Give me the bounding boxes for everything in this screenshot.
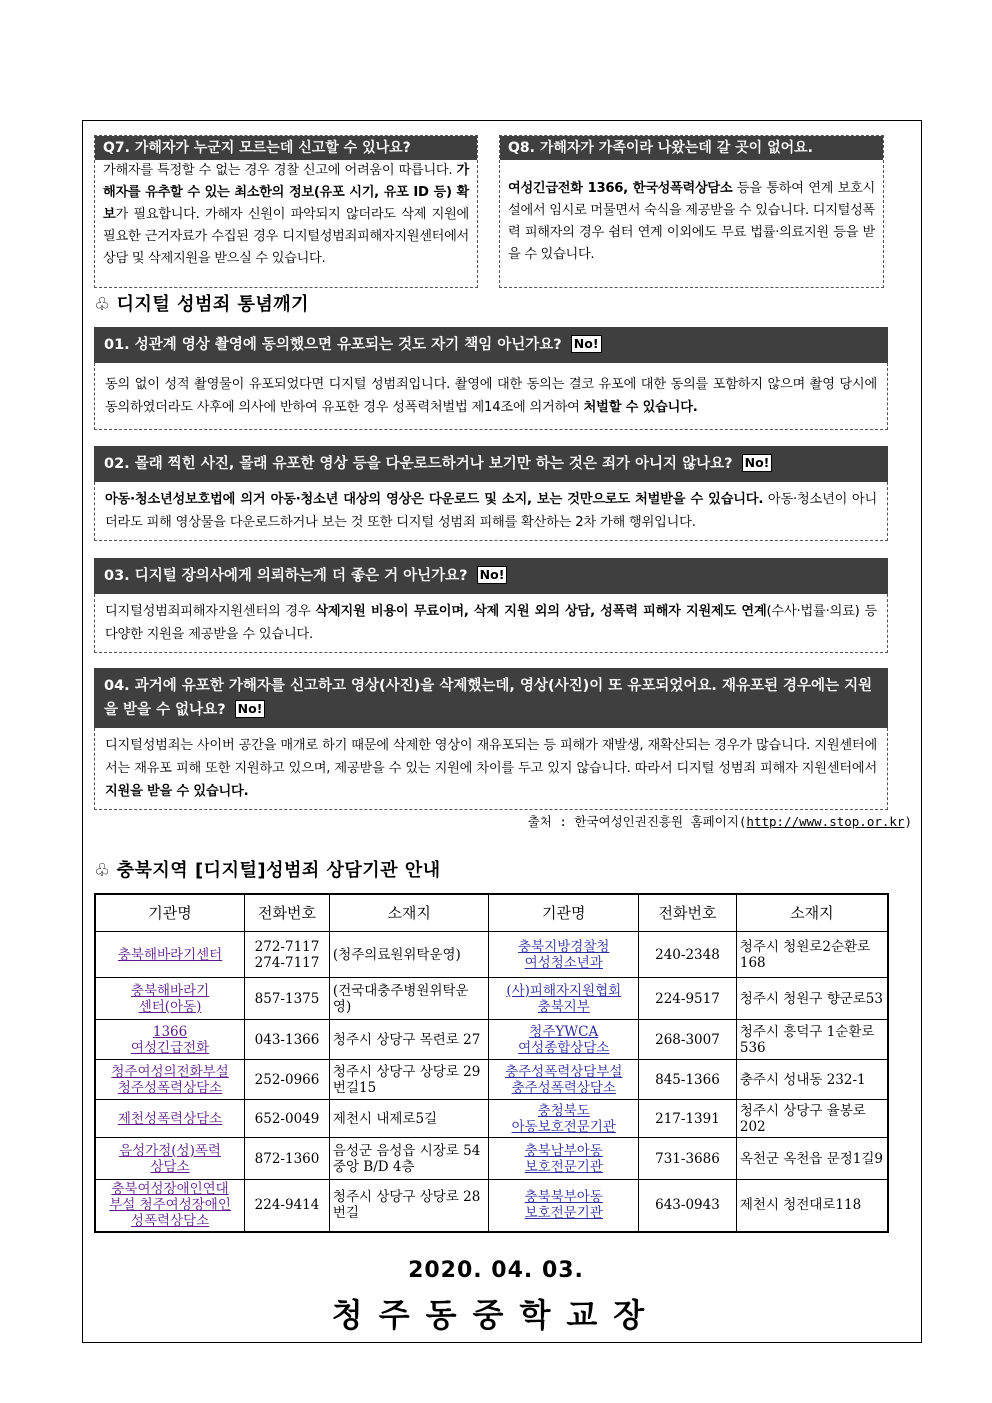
address-cell-text: 옥천군 옥천읍 문정1길9 xyxy=(739,1150,883,1167)
q7-body-text-2: 가 필요합니다. 가해자 신원이 파악되지 않더라도 삭제 지원에 필요한 근거자료가 수집된 경우 디지털성범죄피해자지원센터에서 상담 및 삭제지원을 받으실 수 있습니다. xyxy=(103,207,469,266)
myth-01-title xyxy=(94,327,888,363)
agency-name-cell xyxy=(489,1020,639,1060)
table-row xyxy=(95,1060,888,1100)
myth-03-title-text: 03. 디지털 장의사에게 의뢰하는게 더 좋은 거 아닌가요? xyxy=(104,568,468,584)
address-cell-text: (건국대충주병원위탁운영) xyxy=(332,982,469,1015)
club-icon: ♧ xyxy=(94,294,111,315)
phone-cell xyxy=(245,1060,330,1100)
address-cell-text: 청주시 상당구 상당로 28번길 xyxy=(332,1189,481,1222)
agency-link[interactable]: 청주여성의전화부설 청주성폭력상담소 xyxy=(111,1063,229,1096)
agencies-section-title-text: 충북지역 [디지털]성범죄 상담기관 안내 xyxy=(116,860,441,881)
phone-cell-text: 252-0966 xyxy=(254,1071,320,1088)
agencies-section-title xyxy=(94,856,441,882)
address-cell xyxy=(329,1138,489,1180)
q7-body xyxy=(95,160,477,270)
address-cell-text: 청주시 상당구 목련로 27 xyxy=(332,1031,481,1048)
no-badge: No! xyxy=(235,700,266,718)
myth-02-body-bold: 아동·청소년성보호법에 의거 아동·청소년 대상의 영상은 다운로드 및 소지, 보는 것만으로도 처벌받을 수 있습니다. xyxy=(105,492,764,507)
source-prefix: 출처 : 한국여성인권진흥원 홈페이지( xyxy=(527,814,747,829)
phone-cell-text: 857-1375 xyxy=(254,990,320,1007)
agency-link[interactable]: 충북여성장애인연대 부설 청주여성장애인 성폭력상담소 xyxy=(109,1181,231,1230)
address-cell-text: (청주의료원위탁운영) xyxy=(332,946,461,963)
source-link[interactable]: http://www.stop.or.kr xyxy=(746,814,905,829)
address-cell xyxy=(329,1060,489,1100)
agency-name-cell xyxy=(489,1060,639,1100)
table-row xyxy=(95,932,888,978)
table-row xyxy=(95,1100,888,1138)
myth-01-title-text: 01. 성관계 영상 촬영에 동의했으면 유포되는 것도 자기 책임 아닌가요? xyxy=(104,337,562,353)
myths-section-title-text: 디지털 성범죄 통념깨기 xyxy=(116,294,310,315)
q7-body-bold: 가해자를 유추할 수 있는 최소한의 정보(유포 시기, 유포 ID 등) 확보 xyxy=(103,163,469,222)
address-cell xyxy=(736,1060,888,1100)
agency-name-cell xyxy=(95,978,245,1020)
address-cell xyxy=(736,932,888,978)
phone-cell-text: 872-1360 xyxy=(254,1150,320,1167)
myth-02-title xyxy=(94,446,888,482)
agency-link[interactable]: 충북해바라기 센터(아동) xyxy=(130,982,210,1015)
agency-name-cell xyxy=(489,1180,639,1232)
agency-link[interactable]: 충북남부아동 보호전문기관 xyxy=(524,1142,603,1175)
table-row xyxy=(95,1020,888,1060)
q8-body-bold: 여성긴급전화 1366, 한국성폭력상담소 xyxy=(508,181,733,196)
q7-title: Q7. 가해자가 누군지 모르는데 신고할 수 있나요? xyxy=(95,136,477,160)
myth-04-title xyxy=(94,668,888,728)
no-badge: No! xyxy=(571,335,602,353)
agency-link[interactable]: 충주성폭력상담부설 충주성폭력상담소 xyxy=(505,1063,623,1096)
address-cell xyxy=(736,1020,888,1060)
phone-cell-text: 224-9414 xyxy=(254,1197,320,1214)
school-principal: 청주동중학교장 xyxy=(331,1296,661,1334)
address-cell-text: 충주시 성내동 232-1 xyxy=(739,1071,866,1088)
agency-link[interactable]: 1366 여성긴급전화 xyxy=(130,1023,210,1056)
phone-cell-text: 643-0943 xyxy=(655,1197,720,1214)
address-cell-text: 제천시 내제로5길 xyxy=(332,1110,438,1127)
myth-04-title-text: 04. 과거에 유포한 가해자를 신고하고 영상(사진)을 삭제했는데, 영상(사진)이 또 유포되었어요. 재유포된 경우에는 지원을 받을 수 없나요? xyxy=(104,678,873,718)
phone-cell-text: 731-3686 xyxy=(655,1150,720,1167)
agency-name-cell xyxy=(95,1100,245,1138)
agency-name-cell xyxy=(489,1138,639,1180)
no-badge: No! xyxy=(477,566,508,584)
myth-02-body-text: 아동·청소년이 아니더라도 피해 영상물을 다운로드하거나 보는 것 또한 디지털 성범죄 피해를 확산하는 2차 가해 행위입니다. xyxy=(105,492,877,530)
q8-body-text: 등을 통하여 연계 보호시설에서 임시로 머물면서 숙식을 제공받을 수 있습니다. 디지털성폭력 피해자의 경우 쉼터 연계 이외에도 무료 법률·의료지원 등을 받을 수 있습니다. xyxy=(508,181,875,262)
agency-name-cell xyxy=(95,1138,245,1180)
phone-cell xyxy=(639,1060,737,1100)
phone-cell-text: 272-7117 274-7117 xyxy=(254,938,320,971)
phone-cell-text: 845-1366 xyxy=(655,1071,720,1088)
phone-cell-text: 652-0049 xyxy=(254,1110,320,1127)
phone-cell xyxy=(639,1020,737,1060)
source-suffix: ) xyxy=(904,814,912,829)
myth-03-body-text-2: (수사·법률·의료) 등 다양한 지원을 제공받을 수 있습니다. xyxy=(105,604,878,642)
address-cell-text: 청주시 청원로2순환로168 xyxy=(739,938,871,971)
agencies-table xyxy=(94,893,889,1233)
address-cell xyxy=(736,1180,888,1232)
myth-03 xyxy=(94,558,888,653)
table-row xyxy=(95,1138,888,1180)
address-cell-text: 청주시 흥덕구 1순환로536 xyxy=(739,1023,875,1056)
address-cell-text: 청주시 상당구 상당로 29번길15 xyxy=(332,1063,481,1096)
address-cell xyxy=(736,1100,888,1138)
agency-link[interactable]: 음성가정(성)폭력 상담소 xyxy=(119,1142,221,1175)
phone-cell xyxy=(245,1100,330,1138)
myth-02-body xyxy=(94,482,888,541)
myth-01-body-text: 동의 없이 성적 촬영물이 유포되었다면 디지털 성범죄입니다. 촬영에 대한 동의는 결코 유포에 대한 동의를 포함하지 않으며 촬영 당시에 동의하였더라도 사후에 의사에 반하여 유포한 경우 성폭력처벌법 제14조에 의거하여 xyxy=(105,377,877,415)
myth-02 xyxy=(94,446,888,541)
address-cell-text: 청주시 상당구 율봉로 202 xyxy=(739,1102,866,1135)
column-header: 소재지 xyxy=(736,894,888,932)
agency-name-cell xyxy=(95,1060,245,1100)
agency-link[interactable]: 제천성폭력상담소 xyxy=(117,1110,223,1127)
phone-cell-text: 268-3007 xyxy=(655,1031,720,1048)
document-date: 2020. 04. 03. xyxy=(408,1258,584,1283)
phone-cell xyxy=(245,978,330,1020)
phone-cell xyxy=(639,1138,737,1180)
q7-box xyxy=(94,135,478,288)
address-cell-text: 제천시 청전대로118 xyxy=(739,1197,862,1214)
myth-01-body-bold: 처벌할 수 있습니다. xyxy=(583,400,698,415)
agency-link[interactable]: 청주YWCA 여성종합상담소 xyxy=(518,1023,610,1056)
agency-link[interactable]: 충청북도 아동보호전문기관 xyxy=(511,1102,616,1135)
no-badge: No! xyxy=(742,454,773,472)
myth-04-body-text: 디지털성범죄는 사이버 공간을 매개로 하기 때문에 삭제한 영상이 재유포되는 등 피해가 재발생, 재확산되는 경우가 많습니다. 지원센터에서는 재유포 피해 또한 지원하고 있으며, 제공받을 수 있는 지원에 차이를 두고 있지 않습니다. 따라서 디지털 성범죄 피해자 지원센터에서 xyxy=(105,738,877,776)
source-line xyxy=(0,812,912,830)
myth-04 xyxy=(94,668,888,810)
agency-name-cell xyxy=(95,1020,245,1060)
address-cell xyxy=(736,978,888,1020)
myth-03-body xyxy=(94,594,888,653)
address-cell xyxy=(329,1100,489,1138)
table-row xyxy=(95,1180,888,1232)
table-row xyxy=(95,978,888,1020)
myths-section-title xyxy=(94,290,309,316)
phone-cell-text: 043-1366 xyxy=(254,1031,320,1048)
column-header: 소재지 xyxy=(329,894,489,932)
myth-04-body xyxy=(94,728,888,810)
club-icon: ♧ xyxy=(94,860,111,881)
phone-cell xyxy=(639,1100,737,1138)
column-header: 전화번호 xyxy=(639,894,737,932)
phone-cell xyxy=(245,1020,330,1060)
myth-02-title-text: 02. 몰래 찍힌 사진, 몰래 유포한 영상 등을 다운로드하거나 보기만 하는 것은 죄가 아니지 않나요? xyxy=(104,456,733,472)
q7-body-text-1: 가해자를 특정할 수 없는 경우 경찰 신고에 어려움이 따릅니다. xyxy=(103,163,457,178)
phone-cell xyxy=(639,932,737,978)
address-cell xyxy=(736,1138,888,1180)
address-cell xyxy=(329,932,489,978)
agency-link[interactable]: (사)피해자지원협회 충북지부 xyxy=(506,982,622,1015)
myth-03-title xyxy=(94,558,888,594)
column-header: 전화번호 xyxy=(245,894,330,932)
address-cell-text: 청주시 청원구 향군로53 xyxy=(739,990,883,1007)
column-header: 기관명 xyxy=(95,894,245,932)
myth-01 xyxy=(94,327,888,430)
myth-03-body-bold: 삭제지원 비용이 무료이며, 삭제 지원 외의 상담, 성폭력 피해자 지원제도 연계 xyxy=(315,604,767,619)
q8-body xyxy=(500,160,883,266)
myth-04-body-bold: 지원을 받을 수 있습니다. xyxy=(105,784,249,799)
q8-box xyxy=(499,135,884,288)
address-cell-text: 음성군 음성읍 시장로 54 중앙 B/D 4층 xyxy=(332,1142,481,1175)
q8-title: Q8. 가해자가 가족이라 나왔는데 갈 곳이 없어요. xyxy=(500,136,883,160)
agency-name-cell xyxy=(489,932,639,978)
address-cell xyxy=(329,1020,489,1060)
phone-cell-text: 240-2348 xyxy=(655,946,720,963)
myth-01-body xyxy=(94,363,888,430)
column-header: 기관명 xyxy=(489,894,639,932)
phone-cell xyxy=(245,932,330,978)
agency-link[interactable]: 충북지방경찰청 여성청소년과 xyxy=(518,938,610,971)
agency-name-cell xyxy=(95,932,245,978)
agency-link[interactable]: 충북북부아동 보호전문기관 xyxy=(524,1189,603,1222)
agency-name-cell xyxy=(489,1100,639,1138)
address-cell xyxy=(329,978,489,1020)
address-cell xyxy=(329,1180,489,1232)
phone-cell-text: 217-1391 xyxy=(655,1110,720,1127)
myth-03-body-text-1: 디지털성범죄피해자지원센터의 경우 xyxy=(105,604,316,619)
agency-name-cell xyxy=(95,1180,245,1232)
phone-cell xyxy=(639,1180,737,1232)
phone-cell xyxy=(245,1180,330,1232)
phone-cell xyxy=(245,1138,330,1180)
phone-cell xyxy=(639,978,737,1020)
phone-cell-text: 224-9517 xyxy=(655,990,720,1007)
agency-name-cell xyxy=(489,978,639,1020)
agency-link[interactable]: 충북해바라기센터 xyxy=(117,946,223,963)
table-header-row xyxy=(95,894,888,932)
